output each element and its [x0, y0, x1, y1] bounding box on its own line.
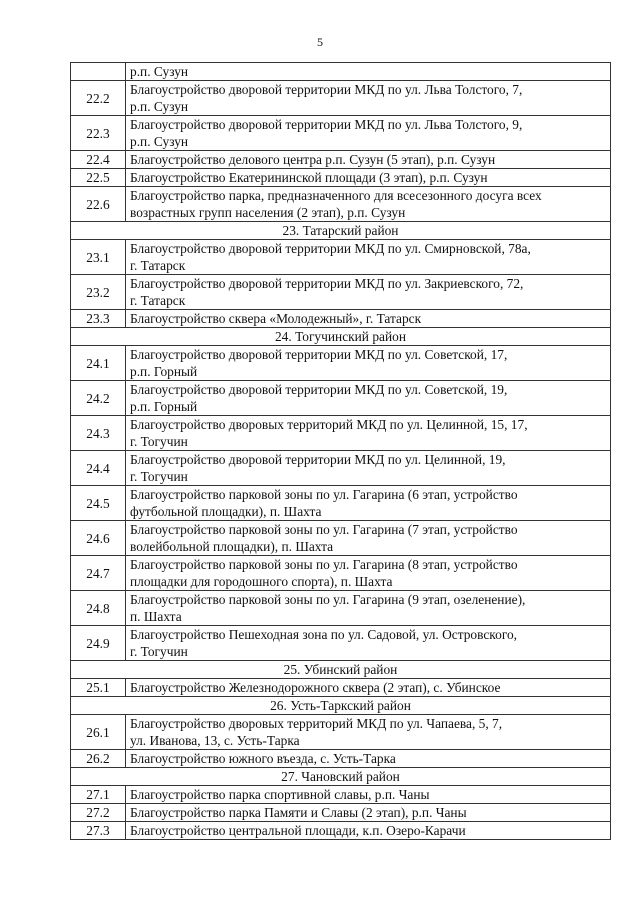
description-line: р.п. Горный [130, 399, 198, 414]
item-number: 24.4 [71, 451, 126, 486]
table-row [71, 63, 611, 81]
projects-table [70, 62, 611, 840]
district-heading: 26. Усть-Таркский район [71, 697, 611, 715]
district-section-row [71, 768, 611, 786]
description-line: ул. Иванова, 13, с. Усть-Тарка [130, 733, 300, 748]
table-row [71, 451, 611, 486]
item-number: 22.5 [71, 169, 126, 187]
description-line: Благоустройство парковой зоны по ул. Гагарина (8 этап, устройство [130, 557, 518, 572]
table-row [71, 804, 611, 822]
description-line: Благоустройство дворовой территории МКД по ул. Льва Толстого, 7, [130, 82, 523, 97]
table-row [71, 750, 611, 768]
item-number: 24.6 [71, 521, 126, 556]
description-line: возрастных групп населения (2 этап), р.п. Сузун [130, 205, 406, 220]
item-description [126, 486, 611, 521]
table-row [71, 626, 611, 661]
description-line: г. Татарск [130, 258, 186, 273]
item-number [71, 63, 126, 81]
description-line: Благоустройство парковой зоны по ул. Гагарина (7 этап, устройство [130, 522, 518, 537]
item-number: 24.9 [71, 626, 126, 661]
table-row [71, 556, 611, 591]
item-number: 23.2 [71, 275, 126, 310]
description-line: футбольной площадки), п. Шахта [130, 504, 322, 519]
description-line: р.п. Сузун [130, 64, 189, 79]
item-number: 24.5 [71, 486, 126, 521]
district-heading: 25. Убинский район [71, 661, 611, 679]
description-line: Благоустройство Екатерининской площади (3 этап), р.п. Сузун [130, 170, 488, 185]
item-description [126, 151, 611, 169]
item-number: 23.3 [71, 310, 126, 328]
description-line: Благоустройство парка спортивной славы, р.п. Чаны [130, 787, 430, 802]
item-number: 23.1 [71, 240, 126, 275]
item-description [126, 451, 611, 486]
district-section-row [71, 697, 611, 715]
item-description [126, 521, 611, 556]
description-line: Благоустройство дворовой территории МКД по ул. Закриевского, 72, [130, 276, 524, 291]
item-description [126, 381, 611, 416]
item-number: 27.2 [71, 804, 126, 822]
description-line: п. Шахта [130, 609, 182, 624]
district-heading: 23. Татарский район [71, 222, 611, 240]
item-number: 22.3 [71, 116, 126, 151]
item-description [126, 63, 611, 81]
item-number: 26.1 [71, 715, 126, 750]
description-line: Благоустройство дворовой территории МКД по ул. Целинной, 19, [130, 452, 506, 467]
description-line: г. Тогучин [130, 644, 188, 659]
item-description [126, 81, 611, 116]
table-row [71, 416, 611, 451]
description-line: Благоустройство дворовой территории МКД по ул. Советской, 19, [130, 382, 508, 397]
table-row [71, 381, 611, 416]
district-section-row [71, 222, 611, 240]
description-line: Благоустройство дворовой территории МКД по ул. Смирновской, 78а, [130, 241, 531, 256]
description-line: Благоустройство сквера «Молодежный», г. Татарск [130, 311, 422, 326]
item-description [126, 591, 611, 626]
item-description [126, 679, 611, 697]
description-line: Благоустройство Пешеходная зона по ул. Садовой, ул. Островского, [130, 627, 518, 642]
description-line: Благоустройство парковой зоны по ул. Гагарина (9 этап, озеленение), [130, 592, 526, 607]
description-line: г. Тогучин [130, 469, 188, 484]
table-row [71, 310, 611, 328]
table-row [71, 240, 611, 275]
item-description [126, 310, 611, 328]
item-number: 25.1 [71, 679, 126, 697]
description-line: Благоустройство парка, предназначенного для всесезонного досуга всех [130, 188, 542, 203]
item-description [126, 715, 611, 750]
table-row [71, 786, 611, 804]
item-number: 27.3 [71, 822, 126, 840]
description-line: Благоустройство парка Памяти и Славы (2 этап), р.п. Чаны [130, 805, 467, 820]
item-description [126, 822, 611, 840]
district-section-row [71, 661, 611, 679]
description-line: Благоустройство южного въезда, с. Усть-Тарка [130, 751, 396, 766]
item-description [126, 626, 611, 661]
item-description [126, 804, 611, 822]
item-description [126, 275, 611, 310]
table-row [71, 346, 611, 381]
item-number: 26.2 [71, 750, 126, 768]
district-heading: 24. Тогучинский район [71, 328, 611, 346]
table-row [71, 151, 611, 169]
item-description [126, 187, 611, 222]
table-row [71, 187, 611, 222]
description-line: р.п. Сузун [130, 134, 189, 149]
description-line: р.п. Сузун [130, 99, 189, 114]
table-row [71, 715, 611, 750]
table-row [71, 679, 611, 697]
table-row [71, 486, 611, 521]
table-row [71, 169, 611, 187]
item-description [126, 346, 611, 381]
table-row [71, 521, 611, 556]
district-section-row [71, 328, 611, 346]
table-row [71, 116, 611, 151]
table-row [71, 81, 611, 116]
item-number: 22.6 [71, 187, 126, 222]
item-number: 24.8 [71, 591, 126, 626]
page-number: 5 [317, 35, 323, 49]
item-number: 27.1 [71, 786, 126, 804]
table-row [71, 591, 611, 626]
item-description [126, 240, 611, 275]
description-line: волейбольной площадки), п. Шахта [130, 539, 334, 554]
item-number: 24.3 [71, 416, 126, 451]
description-line: Благоустройство дворовой территории МКД по ул. Советской, 17, [130, 347, 508, 362]
item-description [126, 556, 611, 591]
item-number: 24.1 [71, 346, 126, 381]
district-heading: 27. Чановский район [71, 768, 611, 786]
item-description [126, 416, 611, 451]
table-row [71, 822, 611, 840]
item-description [126, 786, 611, 804]
item-number: 22.2 [71, 81, 126, 116]
description-line: Благоустройство парковой зоны по ул. Гагарина (6 этап, устройство [130, 487, 518, 502]
projects-table-body [71, 63, 611, 840]
description-line: Благоустройство дворовых территорий МКД по ул. Чапаева, 5, 7, [130, 716, 503, 731]
item-number: 22.4 [71, 151, 126, 169]
description-line: площадки для городошного спорта), п. Шахта [130, 574, 393, 589]
item-description [126, 116, 611, 151]
description-line: г. Татарск [130, 293, 186, 308]
item-description [126, 750, 611, 768]
item-number: 24.7 [71, 556, 126, 591]
description-line: Благоустройство дворовой территории МКД по ул. Льва Толстого, 9, [130, 117, 523, 132]
item-description [126, 169, 611, 187]
description-line: Благоустройство Железнодорожного сквера (2 этап), с. Убинское [130, 680, 501, 695]
item-number: 24.2 [71, 381, 126, 416]
table-row [71, 275, 611, 310]
description-line: Благоустройство дворовых территорий МКД по ул. Целинной, 15, 17, [130, 417, 528, 432]
description-line: Благоустройство делового центра р.п. Сузун (5 этап), р.п. Сузун [130, 152, 496, 167]
description-line: Благоустройство центральной площади, к.п. Озеро-Карачи [130, 823, 466, 838]
description-line: р.п. Горный [130, 364, 198, 379]
description-line: г. Тогучин [130, 434, 188, 449]
